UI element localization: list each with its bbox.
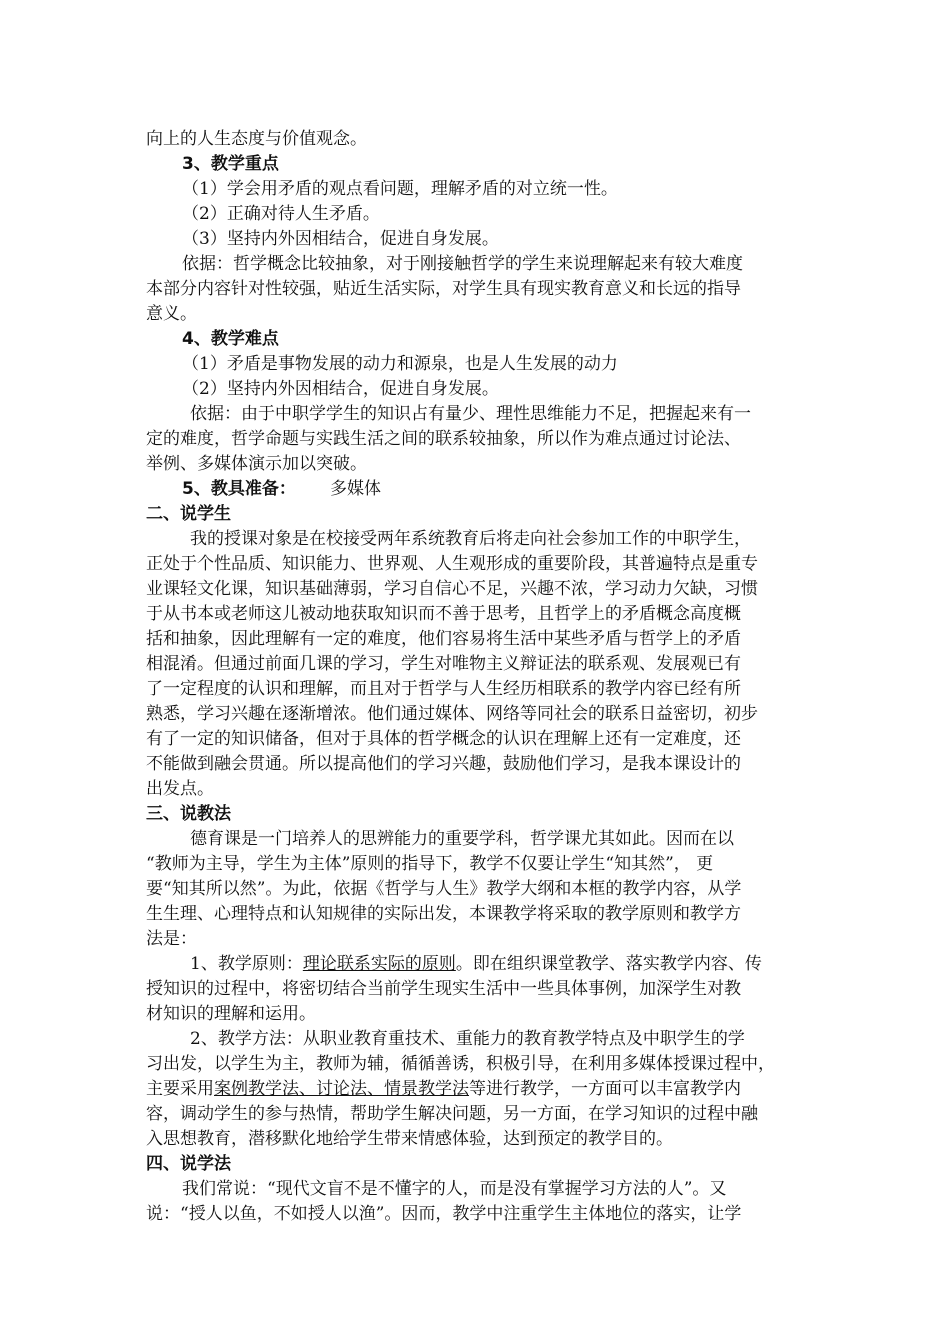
list-item: （3）坚持内外因相结合，促进自身发展。: [182, 229, 499, 249]
principle-label: 1、教学原则：: [190, 954, 303, 974]
text-line: 举例、多媒体演示加以突破。: [146, 454, 367, 474]
text-line: 本部分内容针对性较强，贴近生活实际，对学生具有现实教育意义和长远的指导: [146, 279, 741, 299]
list-item: （2）坚持内外因相结合，促进自身发展。: [182, 379, 499, 399]
text-line: 依据：哲学概念比较抽象，对于刚接触哲学的学生来说理解起来有较大难度: [182, 254, 743, 274]
text-line: [146, 1078, 741, 1100]
methods-rest: 等进行教学，一方面可以丰富教学内: [469, 1079, 741, 1099]
text-line: 熟悉，学习兴趣在逐渐增浓。他们通过媒体、网络等同社会的联系日益密切，初步: [146, 704, 758, 724]
text-line: 向上的人生态度与价值观念。: [146, 129, 367, 149]
principle-rest: 。即在组织课堂教学、落实教学内容、传: [455, 954, 762, 974]
text-line: “教师为主导，学生为主体”原则的指导下，教学不仅要让学生“知其然”， 更: [146, 854, 714, 874]
section-heading-students: 二、说学生: [146, 504, 231, 524]
text-line: 材知识的理解和运用。: [146, 1004, 316, 1024]
text-line: 依据：由于中职学学生的知识占有量少、理性思维能力不足，把握起来有一: [190, 404, 751, 424]
section-heading-learning-methods: 四、说学法: [146, 1154, 231, 1174]
section-heading-key-points: 3、教学重点: [182, 154, 279, 174]
text-line: 2、教学方法：从职业教育重技术、重能力的教育教学特点及中职学生的学: [190, 1029, 745, 1049]
text-line: 不能做到融会贯通。所以提高他们的学习兴趣，鼓励他们学习，是我本课设计的: [146, 754, 741, 774]
text-line: 习出发，以学生为主，教师为辅，循循善诱，积极引导，在利用多媒体授课过程中，: [146, 1054, 775, 1074]
text-line: 德育课是一门培养人的思辨能力的重要学科，哲学课尤其如此。因而在以: [190, 829, 734, 849]
text-line: 正处于个性品质、知识能力、世界观、人生观形成的重要阶段，其普遍特点是重专: [146, 554, 758, 574]
text-line: 容，调动学生的参与热情，帮助学生解决问题，另一方面，在学习知识的过程中融: [146, 1104, 758, 1124]
text-line: 法是：: [146, 929, 197, 949]
methods-prefix: 主要采用: [146, 1079, 214, 1099]
text-line: 生生理、心理特点和认知规律的实际出发，本课教学将采取的教学原则和教学方: [146, 904, 741, 924]
principle-underlined: 理论联系实际的原则: [302, 954, 456, 974]
text-line: 我的授课对象是在校接受两年系统教育后将走向社会参加工作的中职学生，: [190, 529, 751, 549]
text-line: 入思想教育，潜移默化地给学生带来情感体验，达到预定的教学目的。: [146, 1129, 673, 1149]
text-line: 于从书本或老师这儿被动地获取知识而不善于思考，且哲学上的矛盾概念高度概: [146, 604, 741, 624]
text-line: 我们常说：“现代文盲不是不懂字的人，而是没有掌握学习方法的人”。又: [182, 1179, 727, 1199]
section-heading-difficulties: 4、教学难点: [182, 329, 279, 349]
text-line: 括和抽象，因此理解有一定的难度，他们容易将生活中某些矛盾与哲学上的矛盾: [146, 629, 741, 649]
text-line: 意义。: [146, 304, 197, 324]
text-line: 出发点。: [146, 779, 214, 799]
text-line: [190, 953, 762, 975]
methods-underlined: 案例教学法、讨论法、情景教学法: [214, 1079, 469, 1099]
text-line: 了一定程度的认识和理解，而且对于哲学与人生经历相联系的教学内容已经有所: [146, 679, 741, 699]
teaching-aids-value: 多媒体: [330, 479, 381, 499]
section-heading-teaching-methods: 三、说教法: [146, 804, 231, 824]
list-item: （1）矛盾是事物发展的动力和源泉，也是人生发展的动力: [182, 354, 618, 374]
text-line: 要“知其所以然”。为此，依据《哲学与人生》教学大纲和本框的教学内容，从学: [146, 879, 742, 899]
text-line: 有了一定的知识储备，但对于具体的哲学概念的认识在理解上还有一定难度，还: [146, 729, 741, 749]
text-line: 业课轻文化课，知识基础薄弱，学习自信心不足，兴趣不浓，学习动力欠缺，习惯: [146, 579, 758, 599]
text-line: 相混淆。但通过前面几课的学习，学生对唯物主义辩证法的联系观、发展观已有: [146, 654, 741, 674]
list-item: （2）正确对待人生矛盾。: [182, 204, 380, 224]
text-line: 说：“授人以鱼，不如授人以渔”。因而，教学中注重学生主体地位的落实，让学: [146, 1204, 742, 1224]
text-line: 定的难度，哲学命题与实践生活之间的联系较抽象，所以作为难点通过讨论法、: [146, 429, 741, 449]
list-item: （1）学会用矛盾的观点看问题，理解矛盾的对立统一性。: [182, 179, 618, 199]
text-line: 授知识的过程中，将密切结合当前学生现实生活中一些具体事例，加深学生对教: [146, 979, 741, 999]
section-heading-teaching-aids: 5、教具准备：: [182, 479, 296, 499]
